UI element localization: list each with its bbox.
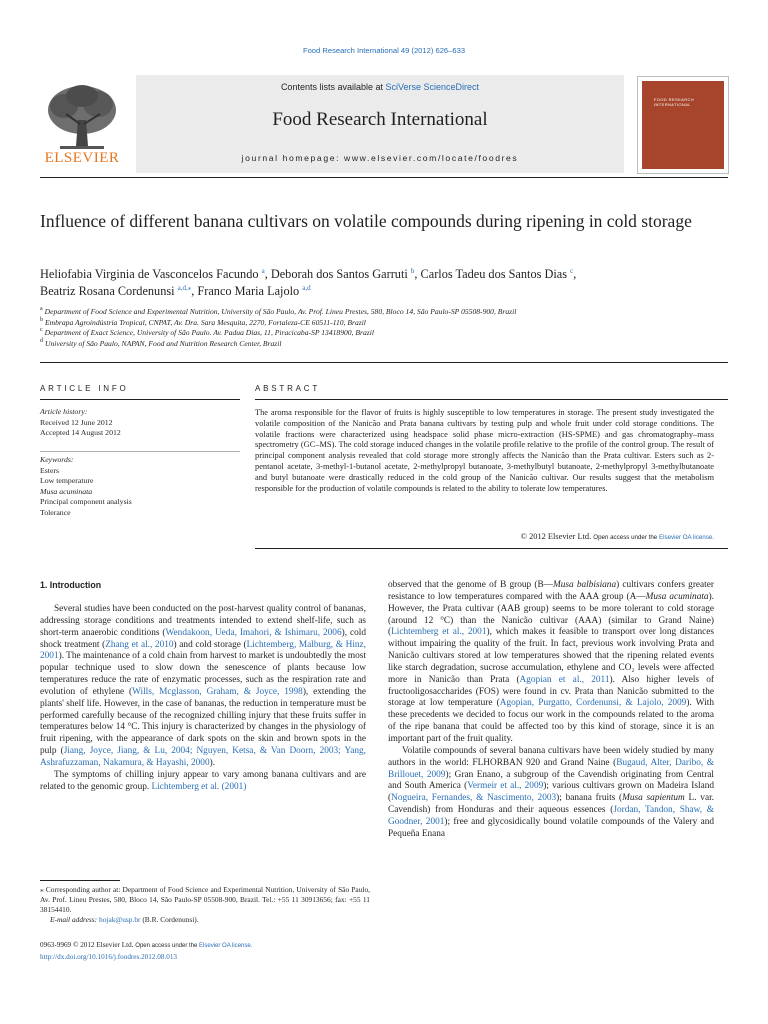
- body-text: Volatile compounds of several banana cultivars have been widely studied by many authors in the world: FLHORBAN 920 and Grand Naine (: [388, 745, 714, 768]
- affiliation-label: b: [40, 316, 43, 323]
- abstract-heading: ABSTRACT: [255, 384, 321, 393]
- author-list: [40, 266, 728, 300]
- citation-link[interactable]: Jordan, Tandon, Shaw, & Goodner, 2001: [388, 805, 714, 827]
- author-affiliation-marker[interactable]: a: [261, 266, 265, 275]
- citation-link[interactable]: Lichtemberg, Malburg, & Hinz, 2001: [40, 639, 367, 662]
- citation-link[interactable]: Bugaud, Alter, Daribo, & Brillouet, 2009: [388, 757, 714, 780]
- affiliation-list: [40, 307, 728, 349]
- body-text: ); Gran Enano, a subgroup of the Cavendish originating from Central and South America (: [388, 769, 714, 792]
- keywords-block: [40, 455, 240, 519]
- journal-citation[interactable]: Food Research International 49 (2012) 626–633: [302, 46, 466, 55]
- body-text: ); various cultivars grown on Madeira Island (: [388, 781, 715, 804]
- cover-title: FOOD RESEARCH INTERNATIONAL: [654, 97, 695, 107]
- author-name: Carlos Tadeu dos Santos Dias: [420, 267, 571, 281]
- body-text: observed that the genome of B group (B—: [388, 580, 553, 590]
- history-label: Article history:: [40, 407, 88, 416]
- citation-link[interactable]: Lichtemberg et al. (2001): [151, 781, 247, 792]
- email-label: E-mail address:: [50, 915, 99, 924]
- elsevier-wordmark: ELSEVIER: [44, 150, 120, 166]
- citation-link[interactable]: Nogueira, Fernandes, & Nascimento, 2003: [391, 793, 557, 804]
- author-name: Franco Maria Lajolo: [197, 284, 303, 298]
- journal-homepage[interactable]: journal homepage: www.elsevier.com/locate/foodres: [241, 153, 519, 163]
- affiliation: [40, 318, 728, 329]
- author-name: Heliofabia Virginia de Vasconcelos Facundo: [40, 267, 262, 281]
- affiliation-text: Embrapa Agroindústria Tropical, CNPAT, Av. Dra. Sara Mesquita, 2270, Fortaleza-CE 60511-110, Brazil: [45, 317, 366, 327]
- author-separator: ,: [573, 267, 577, 281]
- abstract-copyright: [255, 532, 714, 541]
- keywords-rule: [40, 451, 240, 452]
- affiliation-label: d: [40, 337, 43, 344]
- abstract-text: The aroma responsible for the flavor of fruits is highly susceptible to low temperatures in storage. The present study investigated the volatile composition of the Nanicão and Prata banana cultivars by testing pulp and whole fruit under cold storage conditions. The volatile fractions were characterized using headspace solid phase micro-extraction (HS-SPME) and gas chromatography–mass spectrometry (GC–MS). The cold storage induced changes in the volatile profile relative to the profile of the control group. The result of principal component analysis revealed that cold storage more strongly affects the Nanicão than the Prata cultivar. Esters such as 2-pentanol acetate, 3-methyl-1-butanol acetate, 2-methylpropyl butanoate, 3-methylbutyl butanoate, 2-methylpropyl 3-methylbutanoate and butyl butanoate were drastically reduced in the cold group of the Nanicão cultivar. Our results suggest that the metabolism responsible for the production of volatile compounds is related to the ability to tolerate low temperatures.: [255, 408, 714, 493]
- corresponding-author-footnote: [40, 885, 370, 925]
- copyright-text: © 2012 Elsevier Ltd.: [520, 532, 592, 541]
- body-text: ).: [209, 757, 216, 768]
- affiliation-text: University of São Paulo, NAPAN, Food and Nutrition Research Center, Brazil: [45, 338, 282, 348]
- keyword: Low temperature: [40, 476, 94, 486]
- contents-prefix: Contents lists available at: [280, 82, 386, 92]
- section-heading-introduction: 1. Introduction: [40, 580, 102, 590]
- issn-doi-block: [40, 940, 370, 963]
- body-text: The symptoms of chilling injury appear to vary among banana cultivars and are related to the genomic group.: [40, 769, 366, 792]
- author-separator: ,: [191, 284, 198, 298]
- received-date: Received 12 June 2012: [40, 417, 113, 427]
- body-text: ). However, the Prata cultivar (AAB group) seems to be more tolerant to cold storage (around 12 °C) than the Nanicão cultivar (AAA) (similar to Grand Naine) (: [388, 591, 714, 638]
- author-separator: ,: [414, 267, 421, 281]
- author-affiliation-marker[interactable]: a,d: [302, 283, 311, 292]
- right-paragraph-2: [388, 746, 714, 841]
- issn-text: 0963-9969 © 2012 Elsevier Ltd.: [40, 941, 136, 949]
- citation-link[interactable]: Jiang, Joyce, Jiang, & Lu, 2004; Nguyen, Ketsa, & Van Doorn, 2003; Yang, Ashrafuzzaman, Nakamura, & Hayashi, 2000: [40, 746, 366, 768]
- contents-line: [136, 82, 624, 92]
- affiliation-text: Department of Food Science and Experimental Nutrition, University of São Paulo, Av. Prof. Lineu Prestes, 580, Bloco 14, São Paulo-SP 05508-900, Brazil: [44, 307, 517, 316]
- keyword: Musa acuminata: [40, 486, 93, 496]
- affiliation-label: a: [40, 306, 43, 313]
- species-name: Musa acuminata: [645, 591, 709, 602]
- author-affiliation-marker[interactable]: b: [410, 266, 415, 275]
- article-title: Influence of different banana cultivars on volatile compounds during ripening in cold storage: [40, 211, 692, 231]
- affiliation: [40, 328, 728, 339]
- author-separator: ,: [264, 267, 271, 281]
- author-name: Deborah dos Santos Garruti: [270, 267, 411, 281]
- article-info-rule: [40, 399, 240, 400]
- issn-line: [40, 940, 370, 952]
- article-history: [40, 407, 240, 439]
- abstract-rule: [255, 399, 728, 400]
- affiliation: [40, 339, 728, 350]
- footnote-rule: [40, 880, 120, 881]
- keyword: Esters: [40, 465, 60, 475]
- cover-artwork: [642, 81, 724, 169]
- email-line: [40, 915, 370, 925]
- keyword: Tolerance: [40, 507, 71, 517]
- oa-prefix: Open access under the: [135, 943, 200, 949]
- citation-link[interactable]: Lichtemberg et al., 2001: [391, 627, 487, 638]
- right-column-body: [388, 580, 714, 841]
- citation-link[interactable]: Vermeir et al., 2009: [467, 781, 544, 792]
- body-text: ) and cold storage (: [173, 639, 247, 650]
- left-column-body: [40, 604, 366, 794]
- body-text: ); free and glycosidically bound volatile compounds of the Valery and Pequeña Enana: [388, 816, 714, 839]
- abstract-bottom-rule: [255, 548, 728, 549]
- author-name: Beatriz Rosana Cordenunsi: [40, 284, 178, 298]
- right-paragraph-1: [388, 580, 714, 746]
- body-text: Several studies have been conducted on the post-harvest quality control of bananas, addressing storage conditions and treatments intended to extend shelf-life, such as short-term anaerobic conditions (: [40, 604, 366, 638]
- article-info-heading: ARTICLE INFO: [40, 384, 129, 393]
- affiliation-label: c: [40, 327, 43, 334]
- affiliation: [40, 307, 728, 318]
- intro-paragraph-2: [40, 770, 366, 794]
- citation-link[interactable]: Wills, Mcglasson, Graham, & Joyce, 1998: [132, 686, 303, 697]
- header-rule: [40, 177, 728, 178]
- author-affiliation-marker[interactable]: c: [570, 266, 574, 275]
- citation-link[interactable]: Wendakoon, Ueda, Imahori, & Ishimaru, 2006: [165, 627, 342, 638]
- body-text: ). Also higher levels of fructooligosaccharides (FOS) were found in cv. Prata than Nanicão submitted to the storage at low temperature (: [388, 674, 714, 709]
- citation-link[interactable]: Agopian et al., 2011: [519, 674, 610, 685]
- citation-link[interactable]: Agopian, Purgatto, Cordenunsi, & Lajolo, 2009: [499, 698, 687, 709]
- oa-prefix: Open access under the: [593, 534, 659, 541]
- email-suffix: (B.R. Cordenunsi).: [140, 915, 199, 924]
- accepted-date: Accepted 14 August 2012: [40, 428, 121, 438]
- species-name: Musa sapientum: [622, 793, 685, 804]
- doi-link[interactable]: http://dx.doi.org/10.1016/j.foodres.2012.08.013: [40, 953, 178, 961]
- body-text: ). With these precedents we decided to focus our work in the compounds related to the aroma of the ripe banana that could be affected too by this kind of storage, since it is an important part of the fruit quality.: [388, 698, 715, 744]
- corresponding-note: ⁎ Corresponding author at: Department of Food Science and Experimental Nutrition, University of São Paulo, Av. Prof. Lineu Prestes, 580, Bloco 14, São Paulo-SP 05508-900, Brazil. Tel.: +55 11 30913656; fax: +55 11 38154410.: [40, 885, 370, 914]
- body-text: ), extending the plants' shelf life. However, in the case of bananas, the reduction in temperature must be performed carefully because of the recognized chilling injury that these fruits suffer in temperatures below 14 °C. This injury is characterized by changes in the physiology of fruit ripening, with the appearance of dark spots on the skin and brown spots in the pulp (: [40, 686, 367, 757]
- journal-cover-thumbnail[interactable]: [637, 76, 729, 174]
- email-link[interactable]: hojak@usp.br: [99, 915, 141, 924]
- keywords-label: Keywords:: [40, 455, 74, 464]
- body-text: ), cold shock treatment (: [40, 627, 366, 650]
- citation-link[interactable]: Zhang et al., 2010: [105, 639, 174, 650]
- body-text: L. var. Cavendish) from Honduras and their aqueous essences (: [388, 793, 714, 816]
- intro-paragraph-1: [40, 604, 366, 770]
- affiliation-text: Department of Exact Science, University of São Paulo. Av. Padua Dias, 11, Piracicaba-SP 13418900, Brazil: [44, 328, 374, 337]
- author-affiliation-marker[interactable]: a,d,⁎: [177, 283, 192, 292]
- journal-name: Food Research International: [272, 109, 488, 130]
- body-text: ), which makes it feasible to transport over long distances without impairing the quality of the fruit. In fact, previous work involving Prata and Nanicão cultivars stored at low temperatures showed that the ripening related events like starch degradation, sucrose accumulation, ethylene and CO₂ levels were affected more in Nanicão than Prata (: [388, 627, 714, 685]
- species-name: Musa balbisiana: [552, 580, 617, 590]
- sciencedirect-link[interactable]: SciVerse ScienceDirect: [385, 82, 480, 92]
- keyword: Principal component analysis: [40, 497, 132, 507]
- affiliation-rule: [40, 362, 728, 363]
- body-text: ); banana fruits (: [556, 793, 623, 804]
- oa-license-link[interactable]: Elsevier OA license.: [199, 943, 253, 949]
- oa-license-link[interactable]: Elsevier OA license.: [658, 534, 714, 541]
- body-text: ). The maintenance of a cold chain from harvest to market is undoubtedly the most popular technique used to slow down the senescence of plants because low temperatures reduce the rate of enzymatic processes, such as the respiration rate and evolution of ethylene (: [40, 651, 366, 697]
- body-text: ) cultivars confers greater resistance to low temperatures compared with the AAA group (A—: [388, 580, 714, 602]
